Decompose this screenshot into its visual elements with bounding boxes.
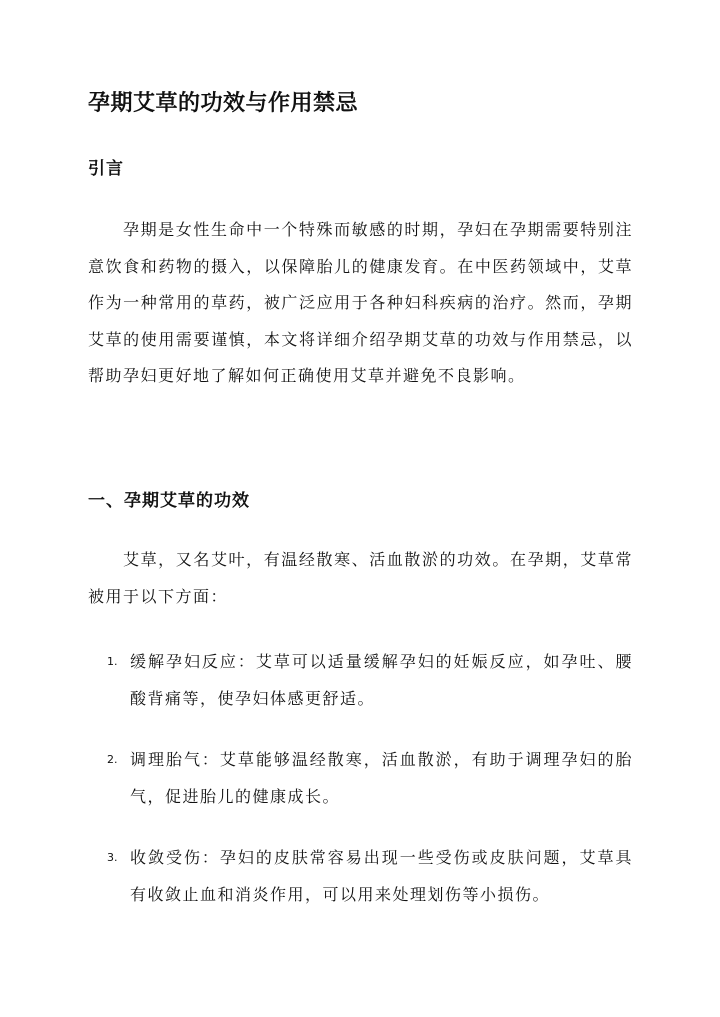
benefits-paragraph: 艾草，又名艾叶，有温经散寒、活血散淤的功效。在孕期，艾草常被用于以下方面： [88,550,633,606]
list-item-text: 调理胎气：艾草能够温经散寒，活血散淤，有助于调理孕妇的胎气，促进胎儿的健康成长。 [130,750,633,806]
list-item-text: 缓解孕妇反应：艾草可以适量缓解孕妇的妊娠反应，如孕吐、腰酸背痛等，使孕妇体感更舒适。 [130,652,633,708]
section-heading-intro: 引言 [88,159,124,179]
list-item [88,840,633,913]
list-item-number: 2. [107,753,118,766]
list-item-text: 收敛受伤：孕妇的皮肤常容易出现一些受伤或皮肤问题，艾草具有收敛止血和消炎作用，可以用来处理划伤等小损伤。 [130,848,633,904]
document-title: 孕期艾草的功效与作用禁忌 [88,91,359,116]
list-item-number: 3. [107,851,118,864]
list-item [88,644,633,717]
section-heading-benefits: 一、孕期艾草的功效 [88,491,250,511]
list-item-number: 1. [107,655,118,668]
intro-paragraph: 孕期是女性生命中一个特殊而敏感的时期，孕妇在孕期需要特别注意饮食和药物的摄入，以保障胎儿的健康发育。在中医药领域中，艾草作为一种常用的草药，被广泛应用于各种妇科疾病的治疗。然而，孕期艾草的使用需要谨慎，本文将详细介绍孕期艾草的功效与作用禁忌，以帮助孕妇更好地了解如何正确使用艾草并避免不良影响。 [88,220,633,385]
list-item [88,742,633,815]
